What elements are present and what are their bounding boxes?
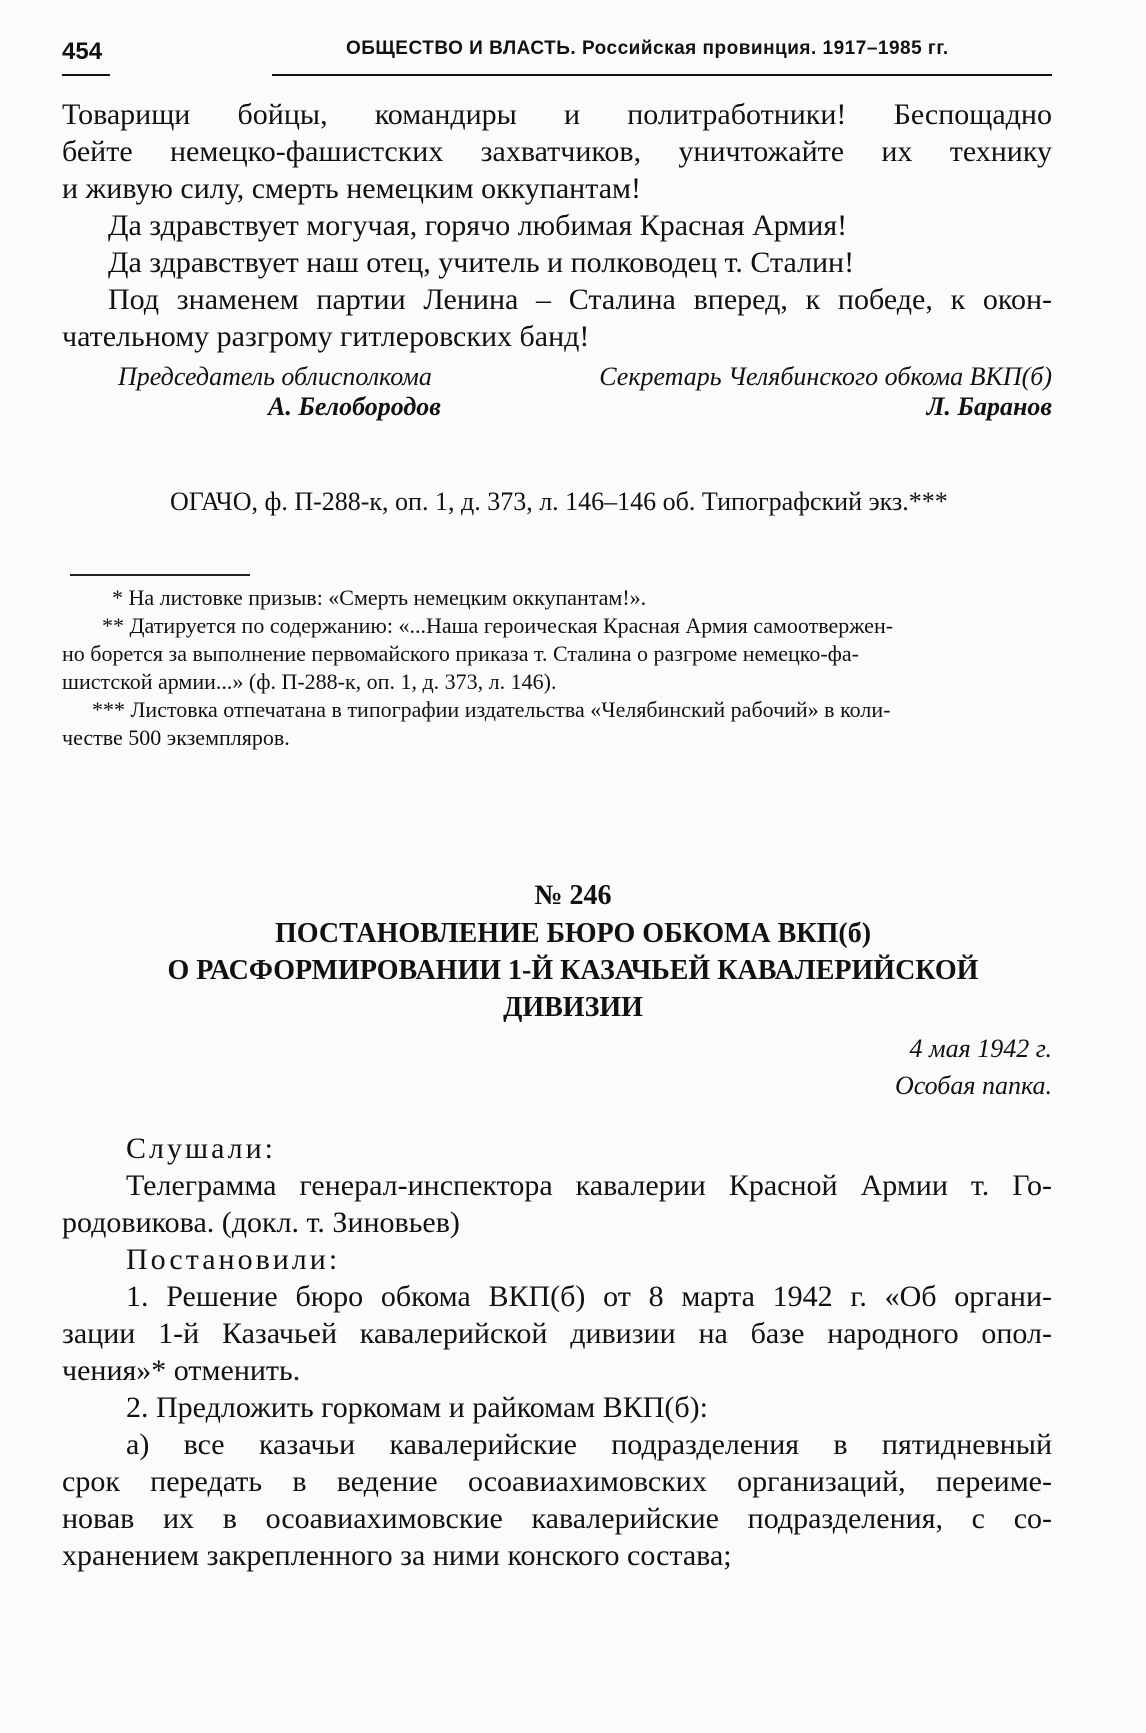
appeal-line: Товарищи бойцы, командиры и политработники! Беспощадно	[62, 98, 1052, 131]
appeal-text	[62, 96, 1052, 355]
footnote-line: ** Датируется по содержанию: «...Наша героическая Красная Армия самоотвержен-	[102, 613, 894, 638]
appeal-line: и живую силу, смерть немецким оккупантам!	[62, 172, 641, 205]
footnote-line: *** Листовка отпечатана в типографии издательства «Челябинский рабочий» в коли-	[92, 697, 891, 722]
item1-line: зации 1-й Казачьей кавалерийской дивизии на базе народного опол-	[62, 1317, 1052, 1350]
footnote-rule	[70, 574, 250, 576]
header-rule	[272, 74, 1052, 76]
item2a-line: а) все казачьи кавалерийские подразделения в пятидневный	[126, 1428, 1052, 1461]
footnotes	[62, 584, 1052, 752]
document-title-line: ДИВИЗИИ	[503, 992, 643, 1023]
footnote-line: но борется за выполнение первомайского приказа т. Сталина о разгроме немецко-фа-	[62, 641, 859, 666]
item2a-line: срок передать в ведение осоавиахимовских организаций, переиме-	[62, 1465, 1052, 1498]
appeal-line: чательному разгрому гитлеровских банд!	[62, 320, 590, 353]
signature-right-title: Секретарь Челябинского обкома ВКП(б)	[599, 362, 1052, 391]
document-date-block	[895, 1030, 1052, 1104]
item2a-line: хранением закрепленного за ними конского состава;	[62, 1539, 732, 1572]
heard-line: Телеграмма генерал-инспектора кавалерии Красной Армии т. Го-	[126, 1169, 1052, 1202]
item1-line: 1. Решение бюро обкома ВКП(б) от 8 марта 1942 г. «Об органи-	[126, 1280, 1052, 1313]
footnote-line: шистской армии...» (ф. П-288-к, оп. 1, д. 373, л. 146).	[62, 669, 557, 694]
running-header	[62, 30, 1052, 78]
appeal-line: Под знаменем партии Ленина – Сталина вперед, к победе, к окон-	[108, 283, 1052, 316]
appeal-line: бейте немецко-фашистских захватчиков, уничтожайте их технику	[62, 135, 1052, 168]
document-date: 4 мая 1942 г.	[909, 1034, 1052, 1063]
document-number: № 246	[534, 880, 612, 911]
signature-left-title: Председатель облисполкома	[118, 362, 432, 391]
document-title	[0, 915, 1146, 1026]
item2a-line: новав их в осоавиахимовские кавалерийские подразделения, с со-	[62, 1502, 1052, 1535]
appeal-line: Да здравствует могучая, горячо любимая Красная Армия!	[108, 209, 848, 242]
minutes-text	[62, 1130, 1052, 1574]
signature-left-name: А. Белобородов	[268, 392, 441, 421]
item1-line: чения»* отменить.	[62, 1354, 301, 1387]
document-folder: Особая папка.	[894, 1071, 1052, 1100]
running-title: ОБЩЕСТВО И ВЛАСТЬ. Российская провинция. 1917–1985 гг.	[346, 38, 949, 59]
page-number-rule	[62, 74, 110, 76]
appeal-line: Да здравствует наш отец, учитель и полководец т. Сталин!	[108, 246, 855, 279]
page-number: 454	[62, 38, 103, 65]
document-title-line: ПОСТАНОВЛЕНИЕ БЮРО ОБКОМА ВКП(б)	[274, 918, 872, 949]
footnote-line: * На листовке призыв: «Смерть немецким оккупантам!».	[112, 585, 647, 610]
heard-label: Слушали:	[126, 1132, 277, 1165]
document-title-line: О РАСФОРМИРОВАНИИ 1-Й КАЗАЧЬЕЙ КАВАЛЕРИЙСКОЙ	[167, 955, 979, 986]
resolved-label: Постановили:	[126, 1243, 341, 1276]
footnote-line: честве 500 экземпляров.	[62, 725, 290, 750]
archive-reference: ОГАЧО, ф. П-288-к, оп. 1, д. 373, л. 146–146 об. Типографский экз.***	[170, 487, 948, 516]
heard-line: родовикова. (докл. т. Зиновьев)	[62, 1206, 460, 1239]
signature-right-name: Л. Баранов	[926, 392, 1052, 421]
item2-line: 2. Предложить горкомам и райкомам ВКП(б):	[126, 1391, 709, 1424]
